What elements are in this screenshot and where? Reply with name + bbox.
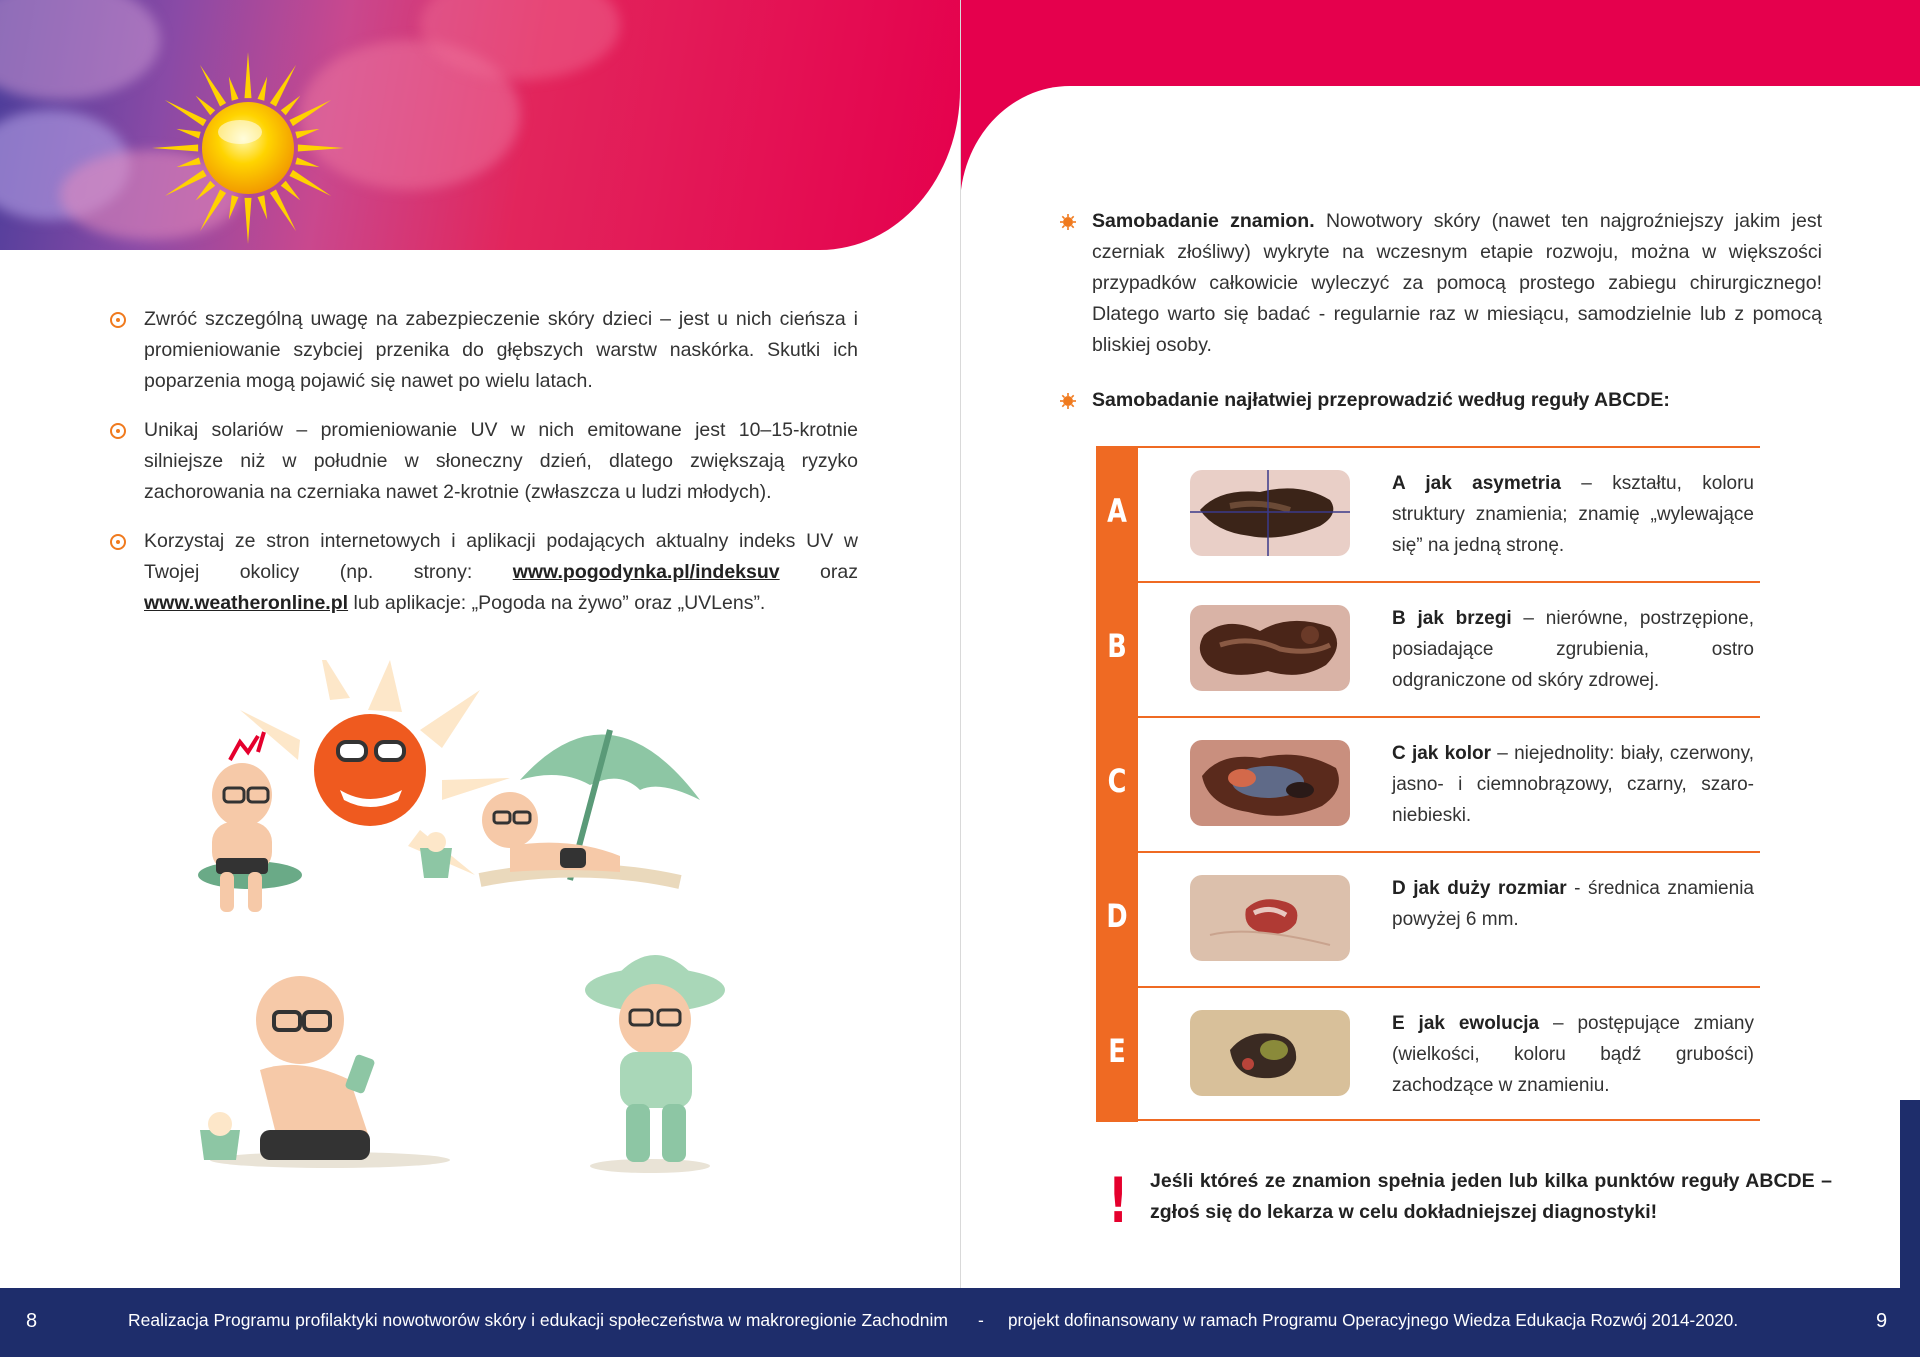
link-pogodynka[interactable]: www.pogodynka.pl/indeksuv — [512, 561, 780, 583]
warning-text: Jeśli któreś ze znamion spełnia jeden lub kilka punktów reguły ABCDE – zgłoś się do lekarza w celu dokładniejszej diagnostyki! — [1150, 1170, 1832, 1223]
mole-color-image — [1190, 740, 1350, 826]
selfcheck-heading: Samobadanie znamion. — [1092, 210, 1315, 232]
mole-asymmetry-image — [1190, 470, 1350, 556]
sun-bullet-icon — [1060, 214, 1076, 230]
target-bullet-icon — [110, 534, 126, 550]
selfcheck-text: Nowotwory skóry (nawet ten najgroźniejszy jakim jest czerniak złośliwy) wykryte na wczesnym etapie rozwoju, można w większości przypadków całkowicie wyleczyć za pomocą prostego zabiegu chirurgicznego! Dlatego warto się badać - regularnie raz w miesiącu, samodzielnie lub z pomocą bliskiej osoby. — [1092, 210, 1822, 356]
tip-item-solarium — [110, 415, 858, 508]
tip-text: lub aplikacje: „Pogoda na żywo” oraz „UVLens”. — [348, 592, 766, 614]
sun-bullet-icon — [1060, 393, 1076, 409]
abcde-definition: – kształtu, koloru struktury znamienia; znamię „wylewające się” na jedną stronę. — [1392, 473, 1754, 556]
footer-text-right: projekt dofinansowany w ramach Programu Operacyjnego Wiedza Edukacja Rozwój 2014-2020. — [1008, 1310, 1739, 1330]
abcde-letter: D — [1106, 897, 1128, 935]
page-spine — [960, 0, 961, 1290]
tip-item-children — [110, 304, 858, 397]
abcde-definition: – niejednolity: biały, czerwony, jasno- i ciemnobrązowy, czarny, szaro-niebieski. — [1392, 743, 1754, 826]
abcde-heading: Samobadanie najłatwiej przeprowadzić według reguły ABCDE: — [1092, 389, 1670, 411]
tip-text: Zwróć szczególną uwagę na zabezpieczenie skóry dzieci – jest u nich cieńsza i promieniowanie szybciej przenika do głębszych warstw naskórka. Skutki ich poparzenia mogą pojawić się nawet po wielu latach. — [144, 308, 858, 392]
abcde-letter: A — [1107, 492, 1127, 530]
right-selfcheck-list — [1060, 206, 1822, 416]
link-weatheronline[interactable]: www.weatheronline.pl — [144, 592, 349, 614]
header-sky-banner — [0, 0, 960, 250]
abcde-letter: E — [1108, 1032, 1126, 1070]
abcde-term: B jak brzegi — [1392, 608, 1512, 629]
sun-icon — [148, 48, 348, 248]
mole-borders-image — [1190, 605, 1350, 691]
abcde-table — [1096, 446, 1760, 1122]
abcde-row-a — [1107, 446, 1760, 581]
abcde-row-e — [1108, 986, 1760, 1121]
abcde-description — [1392, 603, 1754, 696]
abcde-term: D jak duży rozmiar — [1392, 878, 1567, 899]
mole-evolution-image — [1190, 1010, 1350, 1096]
abcde-description — [1392, 468, 1754, 561]
abcde-row-c — [1107, 716, 1760, 851]
abcde-definition: - średnica znamienia powyżej 6 mm. — [1392, 878, 1754, 930]
abcde-definition: – postępujące zmiany (wielkości, koloru bądź grubości) zachodzące w znamieniu. — [1392, 1013, 1754, 1096]
abcde-intro — [1060, 385, 1822, 416]
abcde-letter: C — [1107, 762, 1127, 800]
footer-bar — [0, 1288, 1920, 1357]
page-corner-decoration — [1900, 1100, 1920, 1290]
tip-text: oraz — [779, 561, 858, 583]
tip-item-uv-index — [110, 526, 858, 619]
abcde-term: C jak kolor — [1392, 743, 1492, 764]
page-number-left: 8 — [26, 1310, 38, 1332]
selfcheck-intro — [1060, 206, 1822, 361]
exclamation-icon: ! — [1108, 1164, 1129, 1237]
abcde-description — [1392, 738, 1754, 831]
abcde-row-d — [1106, 851, 1760, 986]
left-tips-list — [110, 304, 858, 637]
abcde-row-b — [1107, 581, 1760, 716]
abcde-term: E jak ewolucja — [1392, 1013, 1540, 1034]
target-bullet-icon — [110, 312, 126, 328]
mole-size-image — [1190, 875, 1350, 961]
target-bullet-icon — [110, 423, 126, 439]
footer-separator: - — [978, 1310, 984, 1330]
tip-text: Unikaj solariów – promieniowanie UV w nich emitowane jest 10–15-krotnie silniejsze niż w południe w słoneczny dzień, dlatego zwiększają ryzyko zachorowania na czerniaka nawet 2-krotnie (zwłaszcza u ludzi młodych). — [144, 419, 858, 503]
abcde-term: A jak asymetria — [1392, 473, 1561, 494]
page-number-right: 9 — [1876, 1310, 1888, 1332]
seniors-sun-illustration — [180, 660, 840, 1240]
abcde-letter: B — [1107, 627, 1127, 665]
footer-text-left: Realizacja Programu profilaktyki nowotworów skóry i edukacji społeczeństwa w makroregionie Zachodnim — [128, 1310, 948, 1330]
abcde-definition: – nierówne, postrzępione, posiadające zgrubienia, ostro odgraniczone od skóry zdrowej. — [1392, 608, 1754, 691]
tip-text: Korzystaj ze stron internetowych i aplikacji podających aktualny indeks UV w Twojej okolicy (np. strony: — [144, 530, 858, 583]
abcde-description — [1392, 873, 1754, 935]
abcde-description — [1392, 1008, 1754, 1101]
